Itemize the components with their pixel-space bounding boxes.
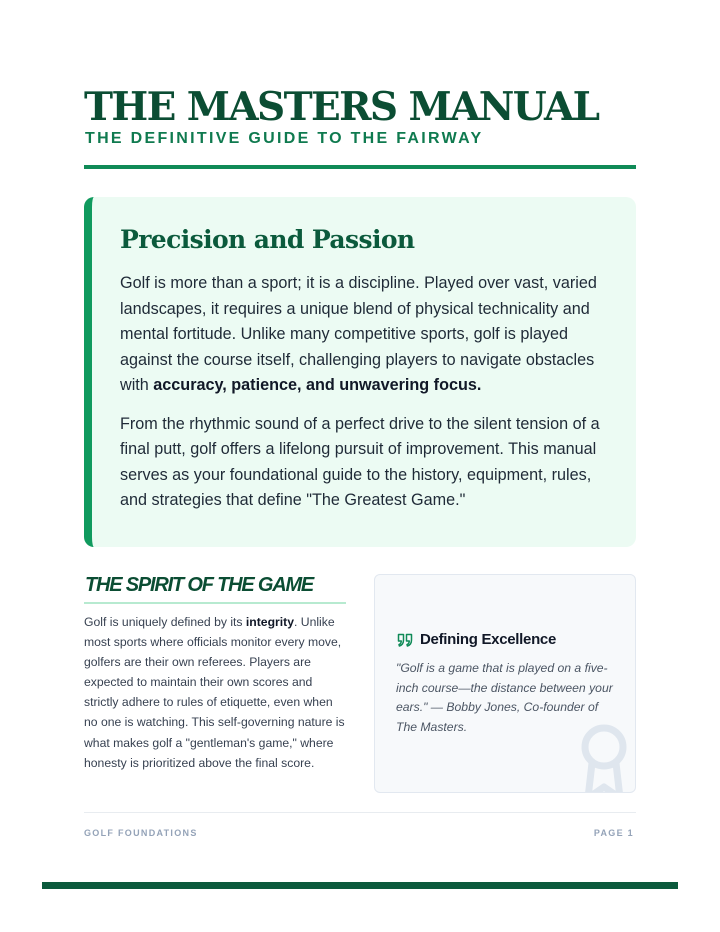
intro-paragraph-1-emphasis: accuracy, patience, and unwavering focus. — [153, 376, 482, 394]
intro-paragraph-1 — [120, 271, 600, 399]
quote-icon — [397, 632, 413, 648]
footer-section-label: GOLF FOUNDATIONS — [84, 828, 198, 838]
quote-card — [374, 574, 636, 793]
spirit-text-after: . Unlike most sports where officials monitor every move, golfers are their own referees. Players are expected to maintain their own scores and strictly adhere to rules of etiquette, even when no one is watching. This self-governing nature is what makes golf a "gentleman's game," where honesty is prioritized above the final score. — [84, 615, 345, 770]
header-divider — [84, 165, 636, 169]
footer-divider — [84, 812, 636, 813]
quote-card-title: Defining Excellence — [420, 631, 557, 648]
quote-card-header — [397, 631, 556, 648]
page-number: PAGE 1 — [593, 828, 634, 838]
bottom-accent-bar — [42, 882, 678, 889]
intro-title: Precision and Passion — [120, 225, 415, 254]
document-subtitle: THE DEFINITIVE GUIDE TO THE FAIRWAY — [85, 130, 484, 147]
intro-card — [84, 197, 636, 547]
intro-paragraph-2: From the rhythmic sound of a perfect drive to the silent tension of a final putt, golf offers a lifelong pursuit of improvement. This manual serves as your foundational guide to the history, equipment, rules, and strategies that define "The Greatest Game." — [120, 414, 600, 509]
spirit-text-before: Golf is uniquely defined by its — [84, 615, 246, 629]
intro-paragraph-1-text: Golf is more than a sport; it is a discipline. Played over vast, varied landscapes, it requires a unique blend of physical technicality and mental fortitude. Unlike many competitive sports, golf is played against the course itself, challenging players to navigate obstacles with — [120, 274, 597, 394]
spirit-heading: THE SPIRIT OF THE GAME — [85, 574, 314, 596]
quote-text: "Golf is a game that is played on a five-inch course—the distance between your ears." — Bobby Jones, Co-founder of The Masters. — [396, 661, 613, 734]
document-title: THE MASTERS MANUAL — [84, 84, 599, 130]
spirit-emphasis: integrity — [245, 615, 294, 629]
spirit-paragraph — [84, 612, 346, 773]
award-icon — [577, 723, 635, 793]
spirit-heading-underline — [84, 602, 346, 604]
